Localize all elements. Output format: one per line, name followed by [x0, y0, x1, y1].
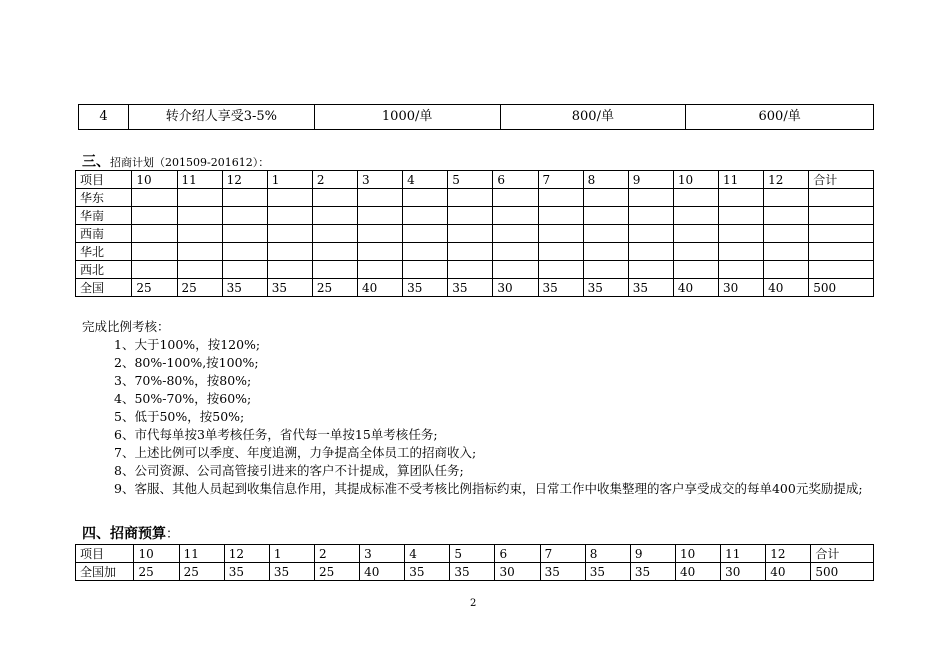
- table-cell: 25: [132, 279, 177, 297]
- table-cell: [448, 261, 493, 279]
- column-header: 1: [269, 545, 314, 563]
- table-cell: [719, 261, 764, 279]
- table-cell: [764, 207, 809, 225]
- rules-title: 完成比例考核：: [82, 319, 170, 334]
- column-header: 9: [628, 171, 673, 189]
- column-header: 项目: [76, 171, 132, 189]
- table-cell: 转介绍人享受3-5%: [128, 105, 314, 130]
- column-header: 8: [583, 171, 628, 189]
- table-cell: [583, 261, 628, 279]
- column-header: 10: [675, 545, 720, 563]
- rules-list: [82, 336, 872, 498]
- table-cell: 35: [538, 279, 583, 297]
- table-cell: [809, 261, 874, 279]
- section-suffix: ：: [166, 527, 180, 542]
- table-cell: [358, 243, 403, 261]
- table-cell: [358, 225, 403, 243]
- table-cell: 35: [403, 279, 448, 297]
- table-cell: 40: [764, 279, 809, 297]
- table-cell: [312, 189, 357, 207]
- table-row: [76, 563, 874, 581]
- table-cell: [177, 225, 222, 243]
- table-cell: 4: [79, 105, 129, 130]
- table-cell: [177, 207, 222, 225]
- recruitment-plan-table: [75, 170, 874, 297]
- table-cell: [583, 243, 628, 261]
- column-header: 12: [766, 545, 811, 563]
- table-cell: [132, 189, 177, 207]
- row-label: 全国加: [76, 563, 134, 581]
- table-cell: [177, 261, 222, 279]
- table-cell: [267, 189, 312, 207]
- table-cell: [809, 189, 874, 207]
- table-cell: [177, 243, 222, 261]
- page-number: 2: [470, 598, 477, 609]
- table-cell: 30: [495, 563, 540, 581]
- table-cell: [583, 225, 628, 243]
- column-header: 9: [630, 545, 675, 563]
- table-cell: [177, 189, 222, 207]
- table-row: [79, 105, 874, 130]
- rule-item: 3、70%-80%，按80%;: [114, 373, 252, 388]
- table-cell: [628, 225, 673, 243]
- table-cell: [628, 261, 673, 279]
- table-cell: [764, 243, 809, 261]
- table-cell: 25: [179, 563, 224, 581]
- row-label: 华东: [76, 189, 132, 207]
- table-cell: [132, 225, 177, 243]
- column-header: 4: [405, 545, 450, 563]
- table-cell: [132, 243, 177, 261]
- rule-item: 9、客服、其他人员起到收集信息作用，其提成标准不受考核比例指标约束，日常工作中收集整理的客户享受成交的每单400元奖励提成;: [114, 481, 863, 496]
- table-cell: [358, 207, 403, 225]
- table-cell: 40: [675, 563, 720, 581]
- table-cell: [764, 225, 809, 243]
- table-cell: [132, 207, 177, 225]
- column-header: 11: [719, 171, 764, 189]
- column-header: 7: [540, 545, 585, 563]
- table-cell: [493, 207, 538, 225]
- table-cell: [267, 261, 312, 279]
- table-cell: [493, 243, 538, 261]
- table-cell: 40: [766, 563, 811, 581]
- column-header: 5: [450, 545, 495, 563]
- table-cell: 25: [314, 563, 359, 581]
- rule-item: 8、公司资源、公司高管接引进来的客户不计提成，算团队任务;: [114, 463, 464, 478]
- table-cell: [312, 207, 357, 225]
- table-cell: 35: [585, 563, 630, 581]
- table-cell: [448, 243, 493, 261]
- table-header-row: [76, 545, 874, 563]
- rule-item: 2、80%-100%,按100%;: [114, 355, 259, 370]
- table-row: [76, 207, 874, 225]
- column-header: 6: [493, 171, 538, 189]
- table-cell: [267, 207, 312, 225]
- table-row: [76, 279, 874, 297]
- table-cell: 35: [269, 563, 314, 581]
- column-header: 合计: [811, 545, 874, 563]
- table-cell: [403, 261, 448, 279]
- table-cell: 40: [360, 563, 405, 581]
- table-cell: [493, 189, 538, 207]
- table-cell: [312, 225, 357, 243]
- table-cell: [222, 189, 267, 207]
- column-header: 3: [360, 545, 405, 563]
- table-cell: [673, 243, 718, 261]
- rule-item: 1、大于100%，按120%;: [114, 337, 261, 352]
- table-cell: [222, 243, 267, 261]
- table-cell: [719, 225, 764, 243]
- table-cell: [222, 261, 267, 279]
- table-cell: 35: [540, 563, 585, 581]
- column-header: 8: [585, 545, 630, 563]
- column-header: 11: [179, 545, 224, 563]
- table-cell: [538, 243, 583, 261]
- rule-item: 7、上述比例可以季度、年度追溯，力争提高全体员工的招商收入;: [114, 445, 477, 460]
- table-cell: [448, 189, 493, 207]
- table-cell: [628, 243, 673, 261]
- table-cell: 30: [721, 563, 766, 581]
- rebate-table: [78, 104, 874, 130]
- table-cell: [673, 207, 718, 225]
- table-cell: [493, 225, 538, 243]
- column-header: 6: [495, 545, 540, 563]
- table-cell: 35: [222, 279, 267, 297]
- column-header: 2: [314, 545, 359, 563]
- recruitment-budget-table: [75, 544, 874, 581]
- table-cell: [448, 207, 493, 225]
- table-cell: 40: [358, 279, 403, 297]
- table-cell: [493, 261, 538, 279]
- column-header: 1: [267, 171, 312, 189]
- table-cell: 35: [405, 563, 450, 581]
- column-header: 3: [358, 171, 403, 189]
- table-cell: 30: [719, 279, 764, 297]
- table-cell: 40: [673, 279, 718, 297]
- table-cell: [719, 189, 764, 207]
- column-header: 11: [177, 171, 222, 189]
- column-header: 合计: [809, 171, 874, 189]
- row-label: 华北: [76, 243, 132, 261]
- table-row: [76, 189, 874, 207]
- table-cell: 500: [811, 563, 874, 581]
- table-cell: [267, 225, 312, 243]
- table-row: [76, 225, 874, 243]
- row-label: 全国: [76, 279, 132, 297]
- table-cell: [267, 243, 312, 261]
- table-cell: 35: [630, 563, 675, 581]
- table-cell: [673, 189, 718, 207]
- table-cell: [538, 225, 583, 243]
- table-cell: [448, 225, 493, 243]
- table-cell: [764, 189, 809, 207]
- table-cell: [132, 261, 177, 279]
- column-header: 11: [721, 545, 766, 563]
- column-header: 10: [134, 545, 179, 563]
- column-header: 12: [764, 171, 809, 189]
- table-cell: [628, 207, 673, 225]
- section-subtitle: 招商计划（201509-201612）：: [110, 156, 270, 169]
- section-heading-plan: [82, 151, 269, 171]
- assessment-rules: [82, 318, 872, 498]
- table-cell: 35: [224, 563, 269, 581]
- rule-item: 6、市代每单按3单考核任务，省代每一单按15单考核任务;: [114, 427, 438, 442]
- table-cell: [809, 225, 874, 243]
- table-row: [76, 243, 874, 261]
- column-header: 12: [224, 545, 269, 563]
- table-cell: [403, 243, 448, 261]
- table-cell: 1000/单: [314, 105, 500, 130]
- table-cell: 30: [493, 279, 538, 297]
- column-header: 项目: [76, 545, 134, 563]
- table-cell: 25: [312, 279, 357, 297]
- rule-item: 5、低于50%，按50%;: [114, 409, 245, 424]
- table-cell: 600/单: [686, 105, 874, 130]
- table-cell: [673, 225, 718, 243]
- table-cell: 800/单: [500, 105, 686, 130]
- column-header: 10: [673, 171, 718, 189]
- table-cell: [538, 207, 583, 225]
- table-cell: [403, 189, 448, 207]
- table-cell: [809, 207, 874, 225]
- table-cell: [628, 189, 673, 207]
- table-cell: [222, 207, 267, 225]
- table-cell: 35: [628, 279, 673, 297]
- table-row: [76, 261, 874, 279]
- table-header-row: [76, 171, 874, 189]
- section-title: 四、招商预算: [82, 526, 166, 542]
- table-cell: [358, 261, 403, 279]
- row-label: 西北: [76, 261, 132, 279]
- column-header: 4: [403, 171, 448, 189]
- section-heading-budget: [82, 523, 179, 543]
- table-cell: [583, 189, 628, 207]
- table-cell: [538, 261, 583, 279]
- table-cell: [222, 225, 267, 243]
- table-cell: 35: [448, 279, 493, 297]
- table-cell: 500: [809, 279, 874, 297]
- column-header: 2: [312, 171, 357, 189]
- row-label: 华南: [76, 207, 132, 225]
- table-cell: 35: [267, 279, 312, 297]
- table-cell: [719, 243, 764, 261]
- table-cell: [764, 261, 809, 279]
- table-cell: 35: [450, 563, 495, 581]
- row-label: 西南: [76, 225, 132, 243]
- table-cell: 35: [583, 279, 628, 297]
- table-cell: [312, 261, 357, 279]
- table-cell: [583, 207, 628, 225]
- table-cell: [809, 243, 874, 261]
- rule-item: 4、50%-70%，按60%;: [114, 391, 252, 406]
- table-cell: 25: [177, 279, 222, 297]
- table-cell: [358, 189, 403, 207]
- table-cell: [403, 225, 448, 243]
- column-header: 5: [448, 171, 493, 189]
- table-cell: [312, 243, 357, 261]
- column-header: 10: [132, 171, 177, 189]
- section-number: 三、: [82, 154, 110, 170]
- column-header: 12: [222, 171, 267, 189]
- column-header: 7: [538, 171, 583, 189]
- table-cell: [403, 207, 448, 225]
- table-cell: 25: [134, 563, 179, 581]
- table-cell: [673, 261, 718, 279]
- table-cell: [538, 189, 583, 207]
- table-cell: [719, 207, 764, 225]
